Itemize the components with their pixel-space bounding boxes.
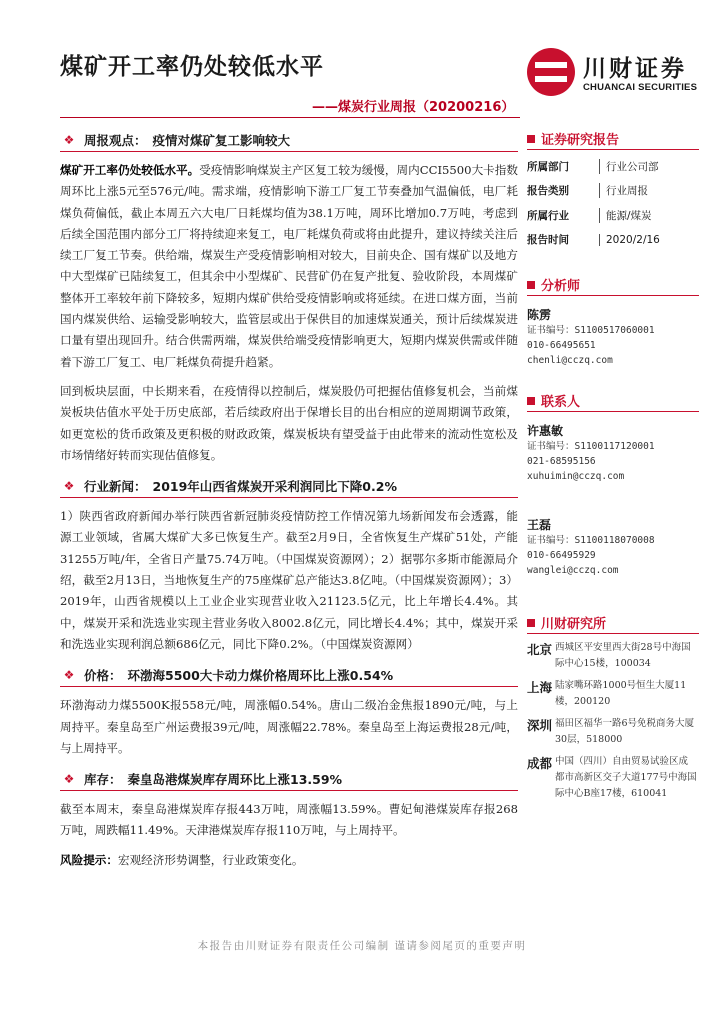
office-shanghai: 上海 陆家嘴环路1000号恒生大厦11楼，200120 <box>527 680 687 707</box>
paragraph-news: 1）陕西省政府新闻办举行陕西省新冠肺炎疫情防控工作情况第九场新闻发布会透露，能源工业领域，省属大煤矿大多已恢复生产。截至2月9日，全省恢复生产煤矿51处，产能31255万吨/年，全省日产量75.74万吨。（中国煤炭资源网）；2）据鄂尔多斯市能源局介绍，截至2月13日，当地恢复生产的75座煤矿总产能达3.8亿吨。（中国煤炭资源网）；3）2019年，山西省规模以上工业企业实现营业收入21123.5亿元，比上年增长4.4%。其中，煤炭开采和洗选业实现主营业务收入8002.8亿元，同比增长4.4%；其中，煤炭开采和洗选业实现利润总额686亿元，同比下降0.2%。（中国煤炭资源网） <box>60 509 518 651</box>
square-bullet-icon <box>527 397 535 405</box>
report-title: 煤矿开工率仍处较低水平 <box>60 53 324 80</box>
info-row-industry: 所属行业 能源/煤炭 <box>527 209 652 222</box>
analyst-cert: 证书编号：S1100517060001 <box>527 325 655 336</box>
analyst-name: 陈雳 <box>527 308 552 322</box>
contact-email[interactable]: xuhuimin@cczq.com <box>527 471 625 482</box>
logo-en-text: CHUANCAI SECURITIES <box>583 82 698 93</box>
square-bullet-icon <box>527 135 535 143</box>
logo-cn-text: 川财证券 <box>583 56 687 82</box>
square-bullet-icon <box>527 281 535 289</box>
contact-email[interactable]: wanglei@cczq.com <box>527 565 619 576</box>
contact-cert: 证书编号：S1100117120001 <box>527 441 655 452</box>
analyst-phone: 010-66495651 <box>527 340 596 351</box>
info-row-date: 报告时间 2020/2/16 <box>527 233 660 247</box>
section-heading-price: ❖ 价格： 环渤海5500大卡动力煤价格周环比上涨0.54% <box>60 663 518 687</box>
paragraph-stock: 截至本周末，秦皇岛港煤炭库存报443万吨，周涨幅13.59%。曹妃甸港煤炭库存报268万吨，周跌幅11.49%。天津港煤炭库存报110万吨，与上周持平。 <box>60 802 518 838</box>
title-rule <box>60 117 520 118</box>
report-info-heading: 证券研究报告 <box>527 128 699 150</box>
diamond-icon: ❖ <box>63 478 75 493</box>
sidebar <box>527 128 699 802</box>
paragraph-views-1: 煤矿开工率仍处较低水平。受疫情影响煤炭主产区复工较为缓慢，周内CCI5500大卡指数周环比上涨5元至576元/吨。需求端，疫情影响下游工厂复工节奏叠加气温偏低，电厂耗煤负荷偏低，截止本周五六大电厂日耗煤均值为38.1万吨，周环比增加0.7万吨，考虑到后续全国范围内部分工厂将持续迎来复工，电厂耗煤负荷或将由此提升，建议持续关注后续工厂复工节奏。供给端，煤炭生产受疫情影响相对较大，目前央企、国有煤矿以及地方中大型煤矿已陆续复工，但其余中小型煤矿、民营矿仍在复产批复、验收阶段，本周煤矿整体开工率较年前下降较多，短期内煤矿供给受疫情影响或将延续。在进口煤方面，当前国内煤炭供给、运输受影响较大，监管层或出于保供目的加速煤炭通关，预计后续煤炭进口量有望出现回升。结合供需两端，煤炭供给端受疫情影响更大，短期内煤炭供需或伴随着下游工厂复工、电厂耗煤负荷提升趋紧。 <box>60 163 518 369</box>
office-shenzhen: 深圳 福田区福华一路6号免税商务大厦30层，518000 <box>527 718 695 745</box>
institute-heading: 川财研究所 <box>527 612 699 634</box>
contact-cert: 证书编号：S1100118070008 <box>527 535 655 546</box>
analyst-email[interactable]: chenli@cczq.com <box>527 355 613 366</box>
diamond-icon: ❖ <box>63 771 75 786</box>
section-heading-stock: ❖ 库存： 秦皇岛港煤炭库存周环比上涨13.59% <box>60 767 518 791</box>
diamond-icon: ❖ <box>63 132 75 147</box>
paragraph-views-2: 回到板块层面，中长期来看，在疫情得以控制后，煤炭股仍可把握估值修复机会，当前煤炭板块估值水平处于历史底部，若后续政府出于保增长目的出台相应的逆周期调节政策，如更宽松的货币政策及更积极的财政政策，煤炭板块有望受益于由此带来的流动性宽松及市场情绪好转而实现估值修复。 <box>60 383 518 462</box>
square-bullet-icon <box>527 619 535 627</box>
risk-note: 风险提示：宏观经济形势调整，行业政策变化。 <box>60 852 304 867</box>
brand-logo <box>527 48 699 96</box>
contact-phone: 010-66495929 <box>527 550 596 561</box>
paragraph-price: 环渤海动力煤5500K报558元/吨，周涨幅0.54%。唐山二级冶金焦报1890元/吨，与上周持平。秦皇岛至广州运费报39元/吨，周涨幅22.78%。秦皇岛至上海运费报28元/吨，与上周持平。 <box>60 698 518 755</box>
report-subtitle: ——煤炭行业周报（20200216） <box>312 100 515 115</box>
section-heading-views: ❖ 周报观点： 疫情对煤矿复工影响较大 <box>60 128 518 152</box>
contact-heading: 联系人 <box>527 390 699 412</box>
info-row-category: 报告类别 行业周报 <box>527 185 648 198</box>
contact-name: 许惠敏 <box>527 424 564 438</box>
logo-mark-icon <box>527 48 575 96</box>
page-footer: 本报告由川财证券有限责任公司编制 谨请参阅尾页的重要声明 <box>197 940 527 952</box>
section-heading-news: ❖ 行业新闻： 2019年山西省煤炭开采利润同比下降0.2% <box>60 474 518 498</box>
contact-name: 王磊 <box>527 518 552 532</box>
analyst-heading: 分析师 <box>527 274 699 296</box>
office-chengdu: 成都 中国（四川）自由贸易试验区成都市高新区交子大道177号中海国际中心B座17楼，610041 <box>527 756 697 799</box>
office-beijing: 北京 西城区平安里西大街28号中海国际中心15楼，100034 <box>527 642 691 669</box>
contact-phone: 021-68595156 <box>527 456 596 467</box>
main-column <box>60 128 518 871</box>
info-row-department: 所属部门 行业公司部 <box>527 160 659 173</box>
diamond-icon: ❖ <box>63 667 75 682</box>
